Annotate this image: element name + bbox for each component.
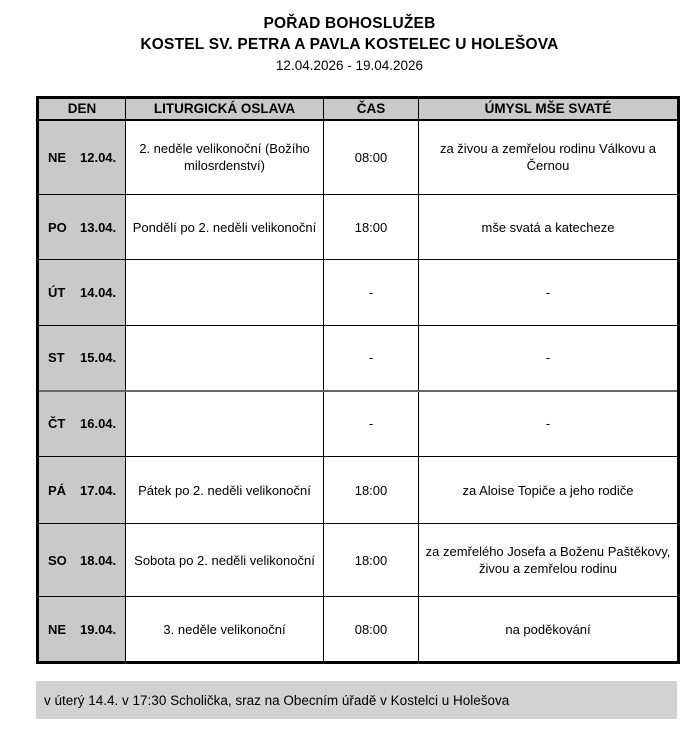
- table-row: [38, 195, 679, 260]
- day-cell: [38, 260, 126, 326]
- intention-cell: na poděkování: [419, 597, 679, 663]
- day-cell: [38, 391, 126, 457]
- day-cell: [38, 120, 126, 195]
- column-header-liturgicka-oslava: LITURGICKÁ OSLAVA: [126, 98, 324, 120]
- day-date: 12.04.: [80, 149, 117, 165]
- time-cell: 18:00: [324, 457, 419, 524]
- intention-cell: -: [419, 391, 679, 457]
- intention-cell: -: [419, 260, 679, 326]
- intention-cell: za zemřelého Josefa a Boženu Paštěkovy, živou a zemřelou rodinu: [419, 524, 679, 597]
- day-abbrev: ČT: [48, 416, 66, 432]
- time-cell: 18:00: [324, 195, 419, 260]
- table-row: [38, 326, 679, 391]
- footer-note-bar: [36, 681, 677, 719]
- celebration-cell: [126, 391, 324, 457]
- day-date: 14.04.: [80, 285, 117, 300]
- document-subtitle: KOSTEL SV. PETRA A PAVLA KOSTELEC U HOLEŠOVA: [140, 36, 559, 53]
- day-abbrev: SO: [48, 552, 67, 568]
- column-header-den: DEN: [38, 98, 126, 120]
- table-row: [38, 260, 679, 326]
- time-cell: -: [324, 326, 419, 391]
- intention-cell: za Aloise Topiče a jeho rodiče: [419, 457, 679, 524]
- celebration-cell: Pátek po 2. neděli velikonoční: [126, 457, 324, 524]
- day-cell: [38, 524, 126, 597]
- date-range: 12.04.2026 - 19.04.2026: [275, 58, 424, 73]
- celebration-cell: [126, 260, 324, 326]
- day-date: 18.04.: [80, 552, 117, 568]
- day-date: 19.04.: [80, 621, 117, 637]
- intention-cell: za živou a zemřelou rodinu Válkovu a Černou: [419, 120, 679, 195]
- day-cell: [38, 457, 126, 524]
- table-header-row: [38, 98, 679, 120]
- table-row: [38, 597, 679, 663]
- time-cell: -: [324, 391, 419, 457]
- day-abbrev: ST: [48, 350, 65, 366]
- celebration-cell: Pondělí po 2. neděli velikonoční: [126, 195, 324, 260]
- document-title: POŘAD BOHOSLUŽEB: [263, 15, 436, 32]
- schedule-table: [36, 96, 680, 664]
- day-cell: [38, 597, 126, 663]
- intention-cell: mše svatá a katecheze: [419, 195, 679, 260]
- day-abbrev: NE: [48, 621, 67, 637]
- celebration-cell: [126, 326, 324, 391]
- day-date: 13.04.: [80, 219, 117, 235]
- table-row: [38, 457, 679, 524]
- column-header-cas: ČAS: [324, 98, 419, 120]
- day-abbrev: PO: [48, 219, 67, 235]
- celebration-cell: 3. neděle velikonoční: [126, 597, 324, 663]
- table-row: [38, 391, 679, 457]
- day-abbrev: ÚT: [48, 285, 66, 300]
- document-header: [0, 0, 699, 75]
- day-cell: [38, 195, 126, 260]
- day-abbrev: NE: [48, 149, 67, 165]
- celebration-cell: 2. neděle velikonoční (Božího milosrdenství): [126, 120, 324, 195]
- day-date: 17.04.: [80, 482, 117, 498]
- time-cell: 18:00: [324, 524, 419, 597]
- time-cell: 08:00: [324, 597, 419, 663]
- column-header-umysl-mse-svate: ÚMYSL MŠE SVATÉ: [419, 98, 679, 120]
- time-cell: 08:00: [324, 120, 419, 195]
- day-date: 16.04.: [80, 416, 117, 432]
- time-cell: -: [324, 260, 419, 326]
- day-cell: [38, 326, 126, 391]
- day-date: 15.04.: [80, 350, 117, 366]
- celebration-cell: Sobota po 2. neděli velikonoční: [126, 524, 324, 597]
- intention-cell: -: [419, 326, 679, 391]
- table-row: [38, 524, 679, 597]
- footer-note: v úterý 14.4. v 17:30 Scholička, sraz na Obecním úřadě v Kostelci u Holešova: [44, 692, 510, 708]
- day-abbrev: PÁ: [48, 482, 67, 498]
- table-row: [38, 120, 679, 195]
